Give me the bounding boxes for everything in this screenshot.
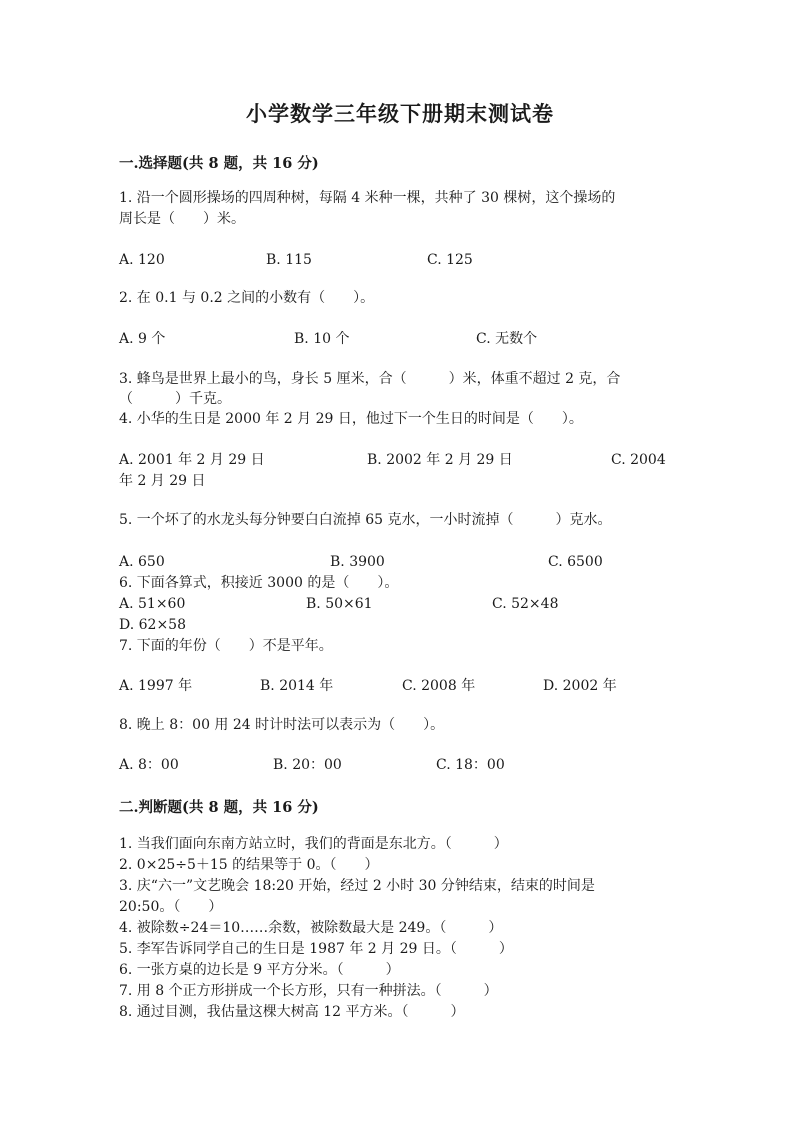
q6-text: 6. 下面各算式，积接近 3000 的是（ ）。	[119, 575, 399, 591]
q5-option-b: B. 3900	[330, 554, 385, 570]
section-heading-choice: 一.选择题(共 8 题，共 16 分)	[119, 155, 319, 172]
judge-item-3-continued: 20:50。（ ）	[119, 899, 223, 915]
judge-item-8: 8. 通过目测，我估量这棵大树高 12 平方米。（ ）	[119, 1004, 465, 1020]
q7-text: 7. 下面的年份（ ）不是平年。	[119, 638, 333, 654]
q4-option-c: C. 2004	[611, 452, 666, 468]
q7-option-d: D. 2002 年	[543, 678, 617, 694]
q1-option-b: B. 115	[266, 252, 312, 268]
q5-option-a: A. 650	[119, 554, 165, 570]
q4-text: 4. 小华的生日是 2000 年 2 月 29 日，他过下一个生日的时间是（ ）。	[119, 411, 583, 427]
q1-line1: 1. 沿一个圆形操场的四周种树，每隔 4 米种一棵，共种了 30 棵树，这个操场的	[119, 190, 616, 206]
q8-text: 8. 晚上 8：00 用 24 时计时法可以表示为（ ）。	[119, 717, 445, 733]
q6-option-b: B. 50×61	[306, 596, 373, 612]
judge-item-7: 7. 用 8 个正方形拼成一个长方形，只有一种拼法。（ ）	[119, 983, 498, 999]
page-title: 小学数学三年级下册期末测试卷	[246, 101, 554, 126]
q4-option-a: A. 2001 年 2 月 29 日	[119, 452, 265, 468]
judge-item-4: 4. 被除数÷24＝10……余数，被除数最大是 249。（ ）	[119, 920, 503, 936]
judge-item-1: 1. 当我们面向东南方站立时，我们的背面是东北方。（ ）	[119, 836, 508, 852]
judge-item-2: 2. 0×25÷5＋15 的结果等于 0。（ ）	[119, 857, 379, 873]
judge-item-3: 3. 庆“六一”文艺晚会 18:20 开始，经过 2 小时 30 分钟结束，结束的时间是	[119, 878, 595, 894]
q1-line2: 周长是（ ）米。	[119, 211, 245, 227]
q7-option-a: A. 1997 年	[119, 678, 193, 694]
q6-option-a: A. 51×60	[119, 596, 186, 612]
q6-option-d: D. 62×58	[119, 617, 186, 633]
q7-option-c: C. 2008 年	[402, 678, 476, 694]
q8-option-c: C. 18：00	[436, 757, 505, 773]
q1-option-c: C. 125	[427, 252, 473, 268]
q5-text: 5. 一个坏了的水龙头每分钟要白白流掉 65 克水，一小时流掉（ ）克水。	[119, 512, 612, 528]
q2-option-b: B. 10 个	[294, 331, 350, 347]
q4-option-c-continued: 年 2 月 29 日	[119, 473, 206, 489]
q1-option-a: A. 120	[119, 252, 165, 268]
q2-option-a: A. 9 个	[119, 331, 166, 347]
q5-option-c: C. 6500	[548, 554, 603, 570]
q6-option-c: C. 52×48	[492, 596, 559, 612]
section-heading-judgement: 二.判断题(共 8 题，共 16 分)	[119, 799, 319, 816]
q3-line2: （ ）千克。	[119, 391, 231, 407]
q7-option-b: B. 2014 年	[260, 678, 334, 694]
q8-option-b: B. 20：00	[273, 757, 342, 773]
q4-option-b: B. 2002 年 2 月 29 日	[367, 452, 513, 468]
q3-line1: 3. 蜂鸟是世界上最小的鸟，身长 5 厘米，合（ ）米，体重不超过 2 克，合	[119, 371, 621, 387]
judge-item-6: 6. 一张方桌的边长是 9 平方分米。（ ）	[119, 962, 400, 978]
q2-option-c: C. 无数个	[476, 331, 538, 347]
q2-text: 2. 在 0.1 与 0.2 之间的小数有（ ）。	[119, 290, 375, 306]
judge-item-5: 5. 李军告诉同学自己的生日是 1987 年 2 月 29 日。（ ）	[119, 941, 513, 957]
q8-option-a: A. 8：00	[119, 757, 179, 773]
